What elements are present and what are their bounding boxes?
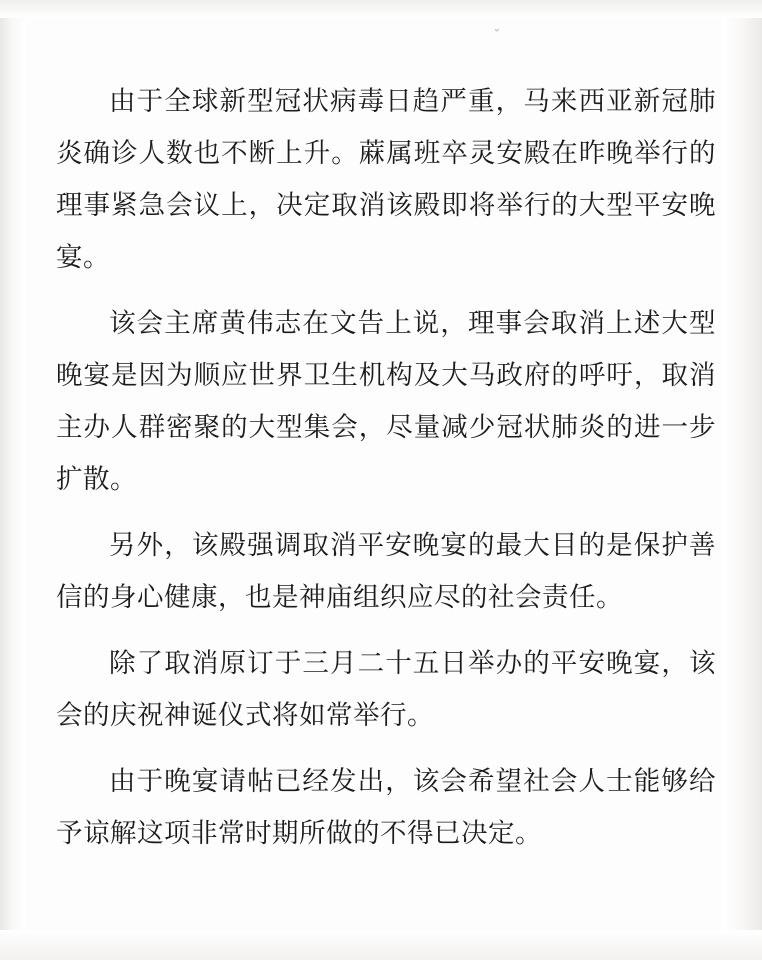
paragraph: 该会主席黄伟志在文告上说，理事会取消上述大型晚宴是因为顺应世界卫生机构及大马政府的呼吁，取消主办人群密聚的大型集会，尽量减少冠状肺炎的进一步扩散。 — [56, 308, 716, 495]
document-body — [56, 76, 716, 860]
paragraph: 由于全球新型冠状病毒日趋严重，马来西亚新冠肺炎确诊人数也不断上升。蔴属班卒灵安殿在昨晚举行的理事紧急会议上，决定取消该殿即将举行的大型平安晚宴。 — [56, 86, 716, 273]
paragraph: 另外，该殿强调取消平安晚宴的最大目的是保护善信的身心健康，也是神庙组织应尽的社会责任。 — [56, 530, 716, 613]
page-edge-shadow-top — [0, 0, 762, 18]
page-edge-shadow-bottom — [0, 930, 762, 960]
scan-artifact-mark-icon: ⌄ — [491, 22, 502, 36]
paragraph: 由于晚宴请帖已经发出，该会希望社会人士能够给予谅解这项非常时期所做的不得已决定。 — [56, 766, 716, 849]
page-edge-shadow-left — [0, 0, 26, 960]
paragraph: 除了取消原订于三月二十五日举办的平安晚宴，该会的庆祝神诞仪式将如常举行。 — [56, 648, 716, 731]
page-edge-shadow-right — [722, 0, 762, 960]
